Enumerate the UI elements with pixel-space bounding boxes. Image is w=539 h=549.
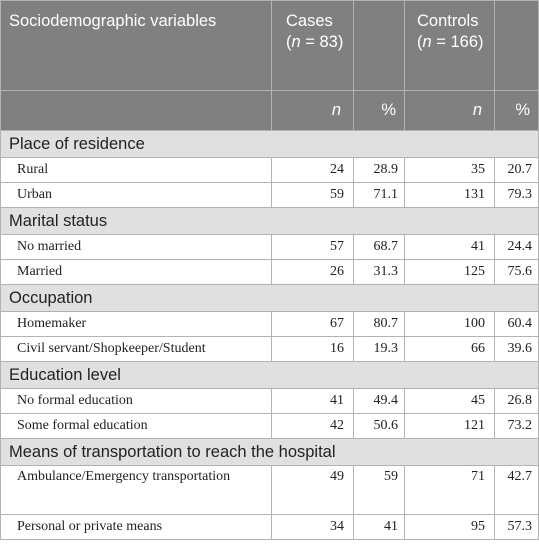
- controls-n-cell: 95: [405, 515, 495, 540]
- cases-n-cell: 41: [272, 389, 354, 414]
- cases-n-cell: 16: [272, 337, 354, 362]
- row-label: Married: [1, 260, 272, 285]
- controls-pct-cell: 26.8: [495, 389, 539, 414]
- controls-n-cell: 41: [405, 235, 495, 260]
- controls-n-subheader: n: [405, 91, 495, 131]
- table-row: [1, 389, 539, 414]
- controls-pct-cell: 79.3: [495, 183, 539, 208]
- table-header: [1, 1, 539, 131]
- variable-column-header: Sociodemographic variables: [1, 1, 272, 91]
- cases-pct-cell: 19.3: [354, 337, 405, 362]
- table-row: [1, 466, 539, 515]
- row-label: Civil servant/Shopkeeper/Student: [1, 337, 272, 362]
- controls-n-value: = 166): [431, 32, 484, 51]
- cases-pct-cell: 71.1: [354, 183, 405, 208]
- cases-n-cell: 24: [272, 158, 354, 183]
- section-title: Place of residence: [1, 131, 539, 158]
- row-label: Ambulance/Emergency transportation: [1, 466, 272, 515]
- table-row: [1, 515, 539, 540]
- row-label: Rural: [1, 158, 272, 183]
- cases-header-spacer: [354, 1, 405, 91]
- controls-n-open: (: [417, 32, 423, 51]
- controls-pct-cell: 60.4: [495, 312, 539, 337]
- controls-n-cell: 121: [405, 414, 495, 439]
- controls-pct-cell: 24.4: [495, 235, 539, 260]
- cases-n-value: = 83): [300, 32, 344, 51]
- controls-pct-cell: 20.7: [495, 158, 539, 183]
- cases-pct-cell: 80.7: [354, 312, 405, 337]
- table-row: [1, 235, 539, 260]
- cases-pct-cell: 68.7: [354, 235, 405, 260]
- controls-label: Controls: [417, 12, 479, 30]
- section-header-row: [1, 362, 539, 389]
- row-label: Homemaker: [1, 312, 272, 337]
- section-title: Education level: [1, 362, 539, 389]
- header-row-groups: [1, 1, 539, 91]
- cases-n-cell: 34: [272, 515, 354, 540]
- cases-pct-cell: 28.9: [354, 158, 405, 183]
- table-row: [1, 158, 539, 183]
- cases-n-cell: 42: [272, 414, 354, 439]
- cases-pct-subheader: %: [354, 91, 405, 131]
- cases-n-cell: 67: [272, 312, 354, 337]
- row-label: Personal or private means: [1, 515, 272, 540]
- table-row: [1, 337, 539, 362]
- controls-pct-cell: 39.6: [495, 337, 539, 362]
- controls-n-cell: 66: [405, 337, 495, 362]
- row-label: No formal education: [1, 389, 272, 414]
- controls-n-cell: 45: [405, 389, 495, 414]
- controls-pct-cell: 75.6: [495, 260, 539, 285]
- controls-n-cell: 100: [405, 312, 495, 337]
- table-row: [1, 260, 539, 285]
- controls-pct-subheader: %: [495, 91, 539, 131]
- section-header-row: [1, 439, 539, 466]
- controls-n-cell: 125: [405, 260, 495, 285]
- section-title: Occupation: [1, 285, 539, 312]
- cases-pct-cell: 41: [354, 515, 405, 540]
- section-title: Marital status: [1, 208, 539, 235]
- row-label: No married: [1, 235, 272, 260]
- controls-pct-cell: 73.2: [495, 414, 539, 439]
- header-row-measures: [1, 91, 539, 131]
- controls-pct-cell: 57.3: [495, 515, 539, 540]
- cases-pct-cell: 49.4: [354, 389, 405, 414]
- controls-n-cell: 71: [405, 466, 495, 515]
- cases-n-cell: 26: [272, 260, 354, 285]
- table-row: [1, 312, 539, 337]
- cases-n-subheader: n: [272, 91, 354, 131]
- table-body: [1, 131, 539, 540]
- cases-n-symbol: n: [291, 32, 301, 51]
- controls-header-spacer: [495, 1, 539, 91]
- table-row: [1, 183, 539, 208]
- controls-pct-cell: 42.7: [495, 466, 539, 515]
- controls-n-cell: 35: [405, 158, 495, 183]
- cases-n-open: (: [286, 32, 292, 51]
- cases-pct-cell: 31.3: [354, 260, 405, 285]
- cases-n-cell: 59: [272, 183, 354, 208]
- controls-n-cell: 131: [405, 183, 495, 208]
- row-label: Urban: [1, 183, 272, 208]
- variable-subheader-blank: [1, 91, 272, 131]
- cases-pct-cell: 50.6: [354, 414, 405, 439]
- controls-column-header: [405, 1, 495, 91]
- section-header-row: [1, 285, 539, 312]
- section-header-row: [1, 131, 539, 158]
- section-header-row: [1, 208, 539, 235]
- row-label: Some formal education: [1, 414, 272, 439]
- cases-column-header: [272, 1, 354, 91]
- cases-pct-cell: 59: [354, 466, 405, 515]
- cases-n-cell: 57: [272, 235, 354, 260]
- table-row: [1, 414, 539, 439]
- cases-n-cell: 49: [272, 466, 354, 515]
- controls-n-symbol: n: [422, 32, 432, 51]
- section-title: Means of transportation to reach the hospital: [1, 439, 539, 466]
- cases-label: Cases: [286, 12, 333, 30]
